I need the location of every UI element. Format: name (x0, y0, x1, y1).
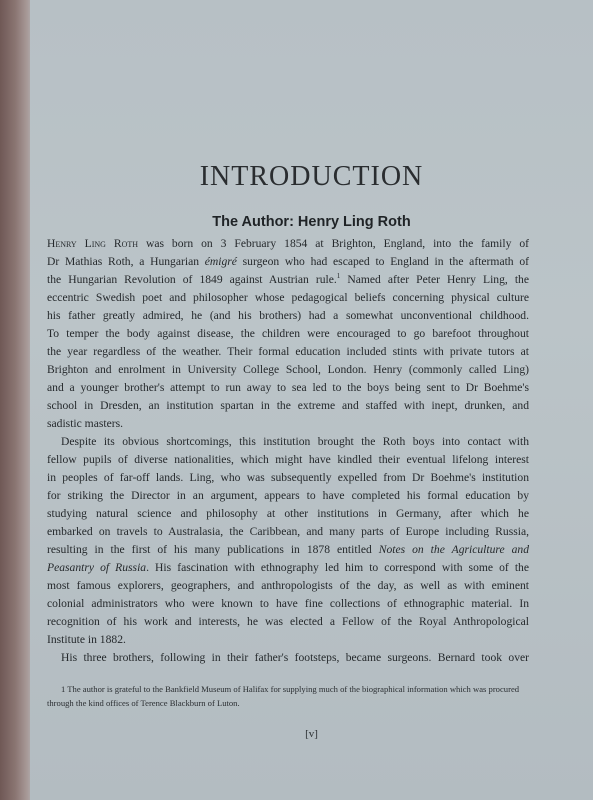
body-line: Dr Mathias Roth, a Hungarian émigré surgeon who had escaped to England in the aftermath of (47, 255, 529, 268)
body-line: most famous explorers, geographers, and anthropologists of the day, as well as with eminent (47, 579, 529, 592)
body-line: the year regardless of the weather. Their formal education included stints with private tutors at (47, 345, 529, 358)
footnote-text: 1 The author is grateful to the Bankfield Museum of Halifax for supplying much of the biographical information which was procured through the kind offices of Terence Blackburn of Luton. (47, 684, 520, 708)
section-title: The Author: Henry Ling Roth (212, 214, 411, 230)
body-line: Brighton and enrolment in University College School, London. Henry (commonly called Ling) (47, 363, 529, 376)
italic-book-title: Peasantry of Russia (47, 561, 147, 574)
body-line: Henry Ling Roth was born on 3 February 1854 at Brighton, England, into the family of (47, 237, 529, 250)
body-line: Peasantry of Russia. His fascination with ethnography led him to correspond with some of the (47, 561, 529, 574)
body-line: studying natural science and philosophy at other institutions in Germany, after which he (47, 507, 529, 520)
body-line: embarked on travels to Australasia, the Caribbean, and many parts of Europe including Russia, (47, 525, 529, 538)
book-gutter (0, 0, 34, 800)
body-line: the Hungarian Revolution of 1849 against Austrian rule.$^1$ Named after Peter Henry Ling, the (47, 272, 529, 286)
author-name-smallcaps: Henry Ling Roth (47, 237, 139, 250)
body-line: school in Dresden, an institution spartan in the extreme and staffed with inept, drunken, and (47, 399, 529, 412)
page-number: [v] (305, 728, 318, 740)
body-line: for striking the Director in an argument, appears to have completed his formal education by (47, 489, 529, 502)
footnote (47, 682, 529, 710)
footnote-marker[interactable]: 1 (336, 272, 341, 281)
italic-book-title: Notes on the Agriculture and (378, 543, 529, 556)
body-line: in peoples of far-off lands. Ling, who was subsequently expelled from Dr Boehme's institution (47, 471, 529, 484)
body-line: His three brothers, following in their father's footsteps, became surgeons. Bernard took over (61, 651, 529, 664)
chapter-title: INTRODUCTION (199, 160, 424, 192)
body-line: Institute in 1882. (47, 633, 126, 646)
book-page (30, 0, 593, 800)
body-line: To temper the body against disease, the children were encouraged to go barefoot throughout (47, 327, 529, 340)
body-line: Despite its obvious shortcomings, this institution brought the Roth boys into contact with (61, 435, 529, 448)
body-line: fellow pupils of diverse nationalities, which might have kindled their eventual lifelong interest (47, 453, 529, 466)
body-line: and a younger brother's attempt to run away to sea led to the boys being sent to Dr Boehme's (47, 381, 529, 394)
body-line: his father greatly admired, he (and his brothers) had a somewhat unconventional childhood. (47, 309, 529, 322)
body-line: colonial administrators who were known to have fine collections of ethnographic material. In (47, 597, 529, 610)
body-line: recognition of his work and interests, he was elected a Fellow of the Royal Anthropological (47, 615, 529, 628)
body-line: resulting in the first of his many publications in 1878 entitled Notes on the Agriculture and (47, 543, 529, 556)
italic-emigre: émigré (204, 255, 237, 268)
body-line: eccentric Swedish poet and philosopher whose pedagogical beliefs concerning physical culture (47, 291, 529, 304)
body-line: sadistic masters. (47, 417, 123, 430)
body-text (47, 235, 529, 667)
